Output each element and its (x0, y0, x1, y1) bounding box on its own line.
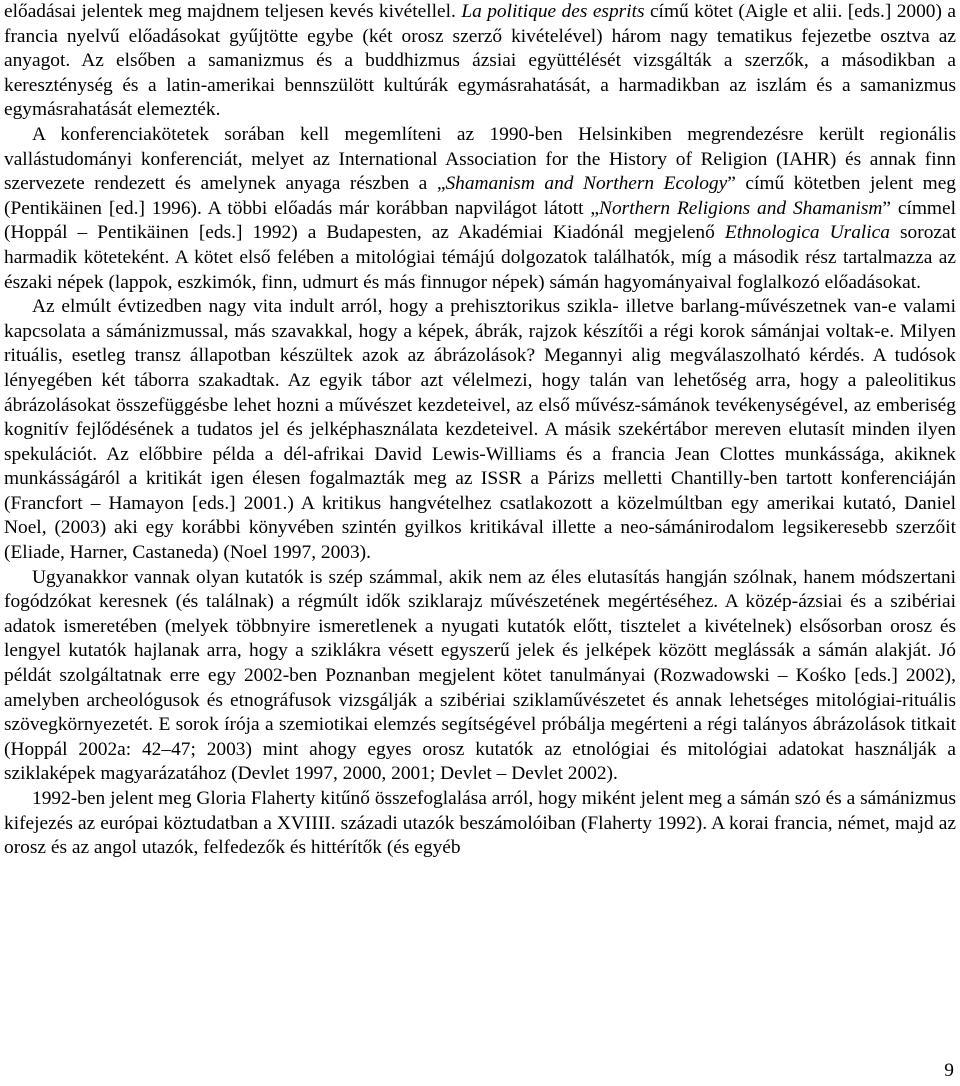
text-run: sorozat harmadik köteteként. A kötet első felében a mitológiai témájú dolgozatok találhatók, míg a második rész tartalmazza az északi népek (lappok, eszkimók, finn, udmurt és más finnugor népek) sámán hagyományaival foglalkozó előadásokat. (4, 222, 956, 293)
text-run: előadásai jelentek meg majdnem teljesen kevés kivétellel. (4, 1, 462, 22)
text-run: Ugyanakkor vannak olyan kutatók is szép számmal, akik nem az éles elutasítás hangján szólnak, hanem módszertani fogódzókat keresnek (és találnak) a régmúlt idők sziklarajz művészetének megértéséhez. A közép-ázsiai és a szibériai adatok ismeretében (melyek többnyire ismeretlenek a nyugati kutatók előtt, tisztelet a kivételnek) elsősorban orosz és lengyel kutatók hajlanak arra, hogy a sziklákra vésett egyszerű jelek és jelképek között meglássák a sámán alakját. Jó példát szolgáltatnak erre egy 2002-ben Poznanban megjelent kötet tanulmányai (Rozwadowski – Kośko [eds.] 2002), amelyben archeológusok és etnográfusok vizsgálják a szibériai sziklaművészetet és annak lehetséges mitológiai-rituális szövegkörnyezetét. E sorok írója a szemiotikai elemzés segítségével próbálja megérteni a régi talányos ábrázolások titkait (Hoppál 2002a: 42–47; 2003) mint ahogy egyes orosz kutatók az etnológiai és mitológiai adatokat használják a sziklaképek magyarázatához (Devlet 1997, 2000, 2001; Devlet – Devlet 2002). (4, 566, 956, 785)
italic-title-text: La politique des esprits (461, 1, 645, 22)
italic-title-text: Northern Religions and Shamanism (599, 197, 883, 219)
text-run: Az elmúlt évtizedben nagy vita indult arról, hogy a prehisztorikus szikla- illetve barlang-művészetnek van-e valami kapcsolata a sámánizmussal, más szavakkal, hogy a képek, ábrák, rajzok készítői a régi korok sámánjai voltak-e. Milyen rituális, esetleg transz állapotban készültek azok az ábrázolások? Megannyi alig megválaszolható kérdés. A tudósok lényegében két táborra szakadtak. Az egyik tábor azt vélelmezi, hogy talán van lehetőség arra, hogy a paleolitikus ábrázolásokat összefüggésbe lehet hozni a művészet kezdeteivel, az első művész-sámánok tevékenységével, az emberiség kognitív fejlődésének a tudatos jel és jelképhasználata kezdeteivel. A másik szekértábor mereven elutasít minden ilyen spekulációt. Az előbbire példa a dél-afrikai David Lewis-Williams és a francia Jean Clottes munkássága, akiknek munkásságáról a kritikát igen élesen fogalmazták meg az ISSR a Párizs melletti Chantilly-ben tartott konferenciáján (Francfort – Hamayon [eds.] 2001.) A kritikus hangvételhez csatlakozott a közelmúltban egy amerikai kutató, Daniel Noel, (2003) aki egy korábbi könyvében szintén gyilkos kritikával illette a neo-sámánirodalom legsikeresebb szerzőit (Eliade, Harner, Castaneda) (Noel 1997, 2003). (4, 296, 956, 564)
text-run: című kötet (Aigle et alii. [eds.] 2000) a francia nyelvű előadásokat gyűjtötte egybe (két orosz szerző kivételével) három nagy tematikus fejezetbe osztva az anyagot. Az elsőben a samanizmus és a buddhizmus ázsiai együttélését vizsgálták a szerzők, a másodikban a kereszténység és a latin-amerikai bennszülött kultúrák egymásrahatását, a harmadikban az iszlám és a samanizmus egymásrahatását elemezték. (4, 1, 956, 121)
text-run: ” címmel (Hoppál – Pentikäinen [eds.] 1992) a Budapesten, az Akadémiai Kiadónál megjelenő (4, 197, 956, 244)
paragraph-2 (4, 123, 956, 295)
paragraph-3 (4, 295, 956, 566)
text-run: 1992-ben jelent meg Gloria Flaherty kitűnő összefoglalása arról, hogy miként jelent meg a sámán szó és a sámánizmus kifejezés az európai köztudatban a XVIIII. századi utazók beszámolóiban (Flaherty 1992). A korai francia, német, majd az orosz és az angol utazók, felfedezők és hittérítők (és egyéb (4, 788, 956, 859)
italic-title-text: Shamanism and Northern Ecology (445, 173, 728, 195)
text-run: ” című kötetben jelent meg (Pentikäinen [ed.] 1996). A többi előadás már korábban napvilágot látott „ (4, 173, 956, 219)
paragraph-4 (4, 566, 956, 787)
paragraph-5 (4, 787, 956, 861)
page-number: 9 (944, 1060, 954, 1081)
italic-title-text: Ethnologica Uralica (724, 222, 890, 244)
paragraph-1 (4, 0, 956, 123)
text-run: A konferenciakötetek sorában kell megemlíteni az 1990-ben Helsinkiben megrendezésre került regionális vallástudományi konferenciát, melyet az International Association for the History of Religion (IAHR) és annak finn szervezete rendezett és amelynek anyaga részben a „ (4, 123, 956, 195)
document-page (4, 0, 956, 861)
